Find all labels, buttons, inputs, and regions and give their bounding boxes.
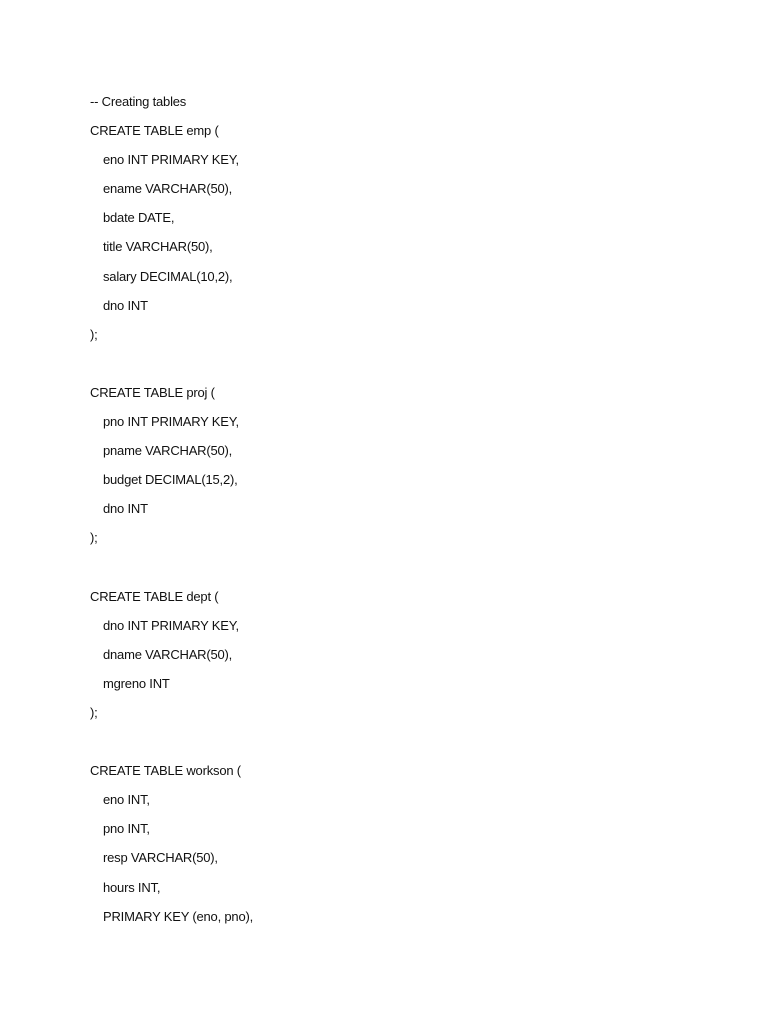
- sql-code-block: [90, 92, 253, 936]
- code-line: title VARCHAR(50),: [103, 239, 213, 255]
- code-line: hours INT,: [103, 879, 161, 895]
- code-line: );: [90, 326, 98, 342]
- code-line: );: [90, 530, 98, 546]
- code-line: eno INT PRIMARY KEY,: [103, 152, 239, 168]
- blank-line: [90, 558, 253, 587]
- code-line: ename VARCHAR(50),: [103, 181, 233, 197]
- code-line: mgreno INT: [103, 675, 170, 691]
- code-line: CREATE TABLE workson (: [90, 763, 241, 779]
- code-line: pno INT PRIMARY KEY,: [103, 414, 239, 430]
- code-line: dno INT PRIMARY KEY,: [103, 617, 239, 633]
- code-line: PRIMARY KEY (eno, pno),: [103, 908, 254, 924]
- code-line: -- Creating tables: [90, 94, 187, 109]
- code-line: );: [90, 704, 98, 720]
- blank-line: [90, 354, 253, 383]
- code-line: dname VARCHAR(50),: [103, 646, 233, 662]
- code-line: pname VARCHAR(50),: [103, 443, 233, 459]
- code-line: CREATE TABLE emp (: [90, 123, 219, 139]
- code-line: bdate DATE,: [103, 210, 175, 226]
- code-line: eno INT,: [103, 792, 150, 808]
- code-line: salary DECIMAL(10,2),: [103, 268, 233, 284]
- code-line: CREATE TABLE proj (: [90, 384, 215, 400]
- code-line: dno INT: [103, 297, 148, 313]
- blank-line: [90, 732, 253, 761]
- code-line: dno INT: [103, 501, 148, 517]
- code-line: resp VARCHAR(50),: [103, 850, 218, 866]
- code-line: budget DECIMAL(15,2),: [103, 472, 238, 488]
- code-line: pno INT,: [103, 821, 150, 837]
- code-line: CREATE TABLE dept (: [90, 588, 219, 604]
